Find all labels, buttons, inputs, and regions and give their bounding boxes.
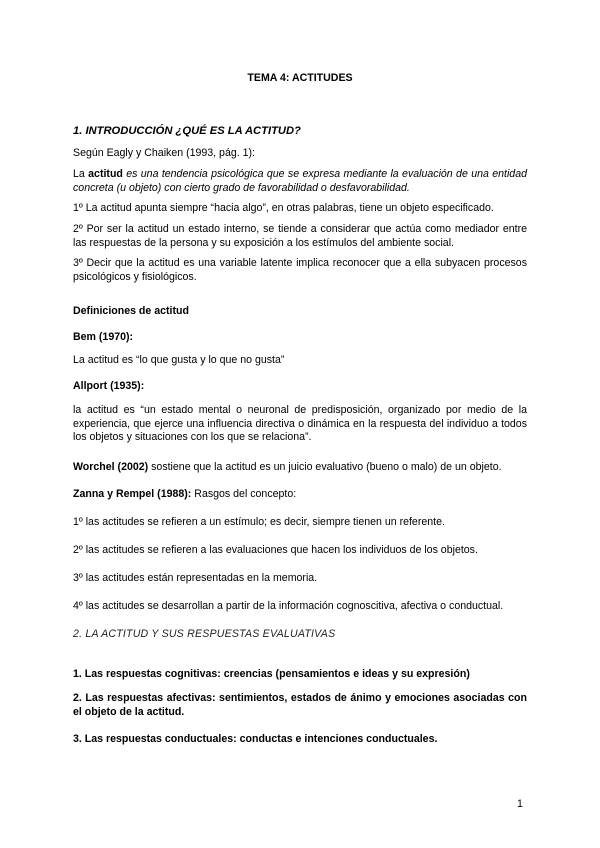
- zanna-author: Zanna y Rempel (1988):: [73, 488, 192, 500]
- page-number: 1: [517, 798, 523, 810]
- point-3: 3º Decir que la actitud es una variable latente implica reconocer que a ella subyacen procesos psicológicos y fisiológicos.: [73, 257, 527, 283]
- definition-lead: La: [73, 168, 85, 180]
- trait-1: 1º las actitudes se refieren a un estímulo; es decir, siempre tienen un referente.: [73, 516, 445, 528]
- worchel-text: sostiene que la actitud es un juicio evaluativo (bueno o malo) de un objeto.: [151, 461, 502, 473]
- trait-4: 4º las actitudes se desarrollan a partir de la información cognoscitiva, afectiva o conductual.: [73, 600, 504, 612]
- response-affective: 2. Las respuestas afectivas: sentimientos, estados de ánimo y emociones asociadas con el objeto de la actitud.: [73, 692, 527, 718]
- trait-3: 3º las actitudes están representadas en la memoria.: [73, 572, 318, 584]
- worchel-paragraph: [73, 461, 527, 475]
- definition-paragraph: [73, 168, 527, 195]
- zanna-paragraph: [73, 488, 527, 502]
- bem-quote: La actitud es “lo que gusta y lo que no gusta”: [73, 354, 285, 366]
- definition-term: actitud: [88, 168, 123, 180]
- allport-author: Allport (1935):: [73, 380, 145, 392]
- response-cognitive: 1. Las respuestas cognitivas: creencias (pensamientos e ideas y su expresión): [73, 668, 470, 680]
- bem-author: Bem (1970):: [73, 331, 134, 343]
- page-title: TEMA 4: ACTITUDES: [247, 72, 353, 84]
- definition-body: es una tendencia psicológica que se expresa mediante la evaluación de una entidad concreta (u objeto) con cierto grado de favorabilidad o desfavorabilidad.: [73, 168, 527, 194]
- response-behavioral: 3. Las respuestas conductuales: conductas e intenciones conductuales.: [73, 733, 438, 745]
- worchel-author: Worchel (2002): [73, 461, 149, 473]
- point-1: 1º La actitud apunta siempre “hacia algo”, en otras palabras, tiene un objeto especificado.: [73, 202, 494, 214]
- point-2: 2º Por ser la actitud un estado interno, se tiende a considerar que actúa como mediador entre las respuestas de la persona y su exposición a los estímulos del ambiente social.: [73, 223, 527, 249]
- trait-2: 2º las actitudes se refieren a las evaluaciones que hacen los individuos de los objetos.: [73, 544, 478, 556]
- zanna-text: Rasgos del concepto:: [194, 488, 297, 500]
- definitions-heading: Definiciones de actitud: [73, 305, 189, 317]
- intro-source: Según Eagly y Chaiken (1993, pág. 1):: [73, 147, 255, 159]
- allport-quote: la actitud es “un estado mental o neuronal de predisposición, organizado por medio de la experiencia, que ejerce una influencia directiva o dinámica en la respuesta del individuo a todos los objetos y situaciones con los que se relaciona”.: [73, 404, 527, 443]
- section-heading-introduction: 1. INTRODUCCIÓN ¿QUÉ ES LA ACTITUD?: [73, 125, 301, 137]
- section-heading-responses: 2. LA ACTITUD Y SUS RESPUESTAS EVALUATIVAS: [73, 628, 336, 640]
